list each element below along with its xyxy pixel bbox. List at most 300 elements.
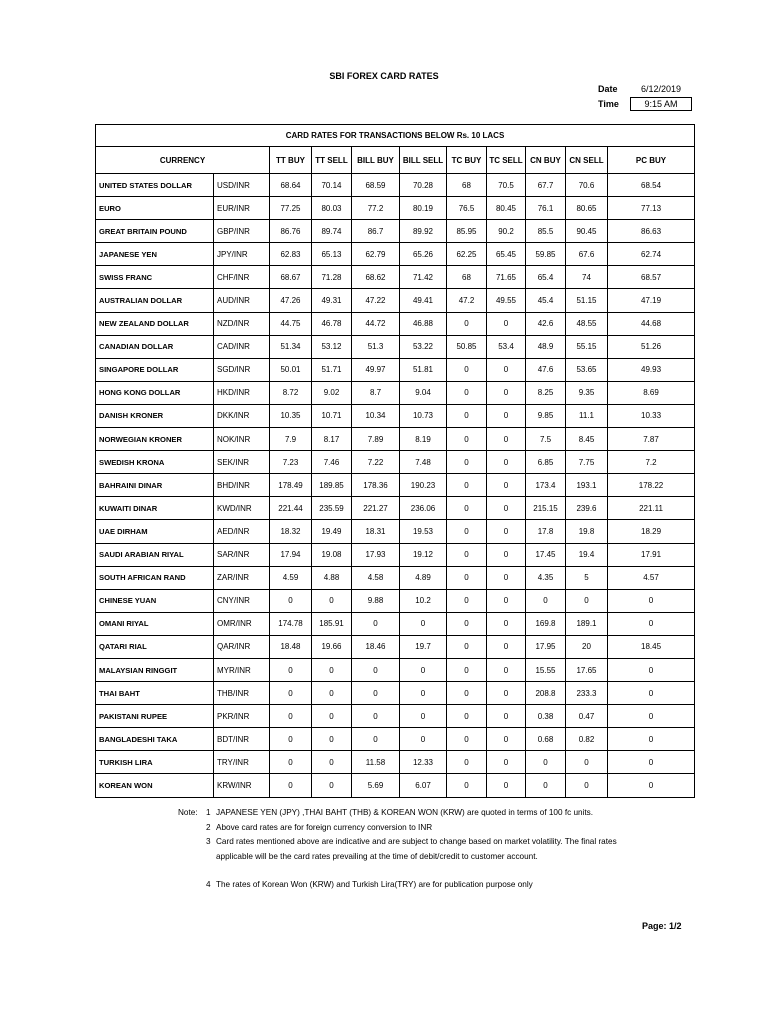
rate-cell: 47.22 xyxy=(352,289,400,312)
rate-cell: 53.22 xyxy=(400,335,447,358)
rate-cell: 0.47 xyxy=(566,705,608,728)
rate-cell: 86.7 xyxy=(352,220,400,243)
rate-cell: 59.85 xyxy=(526,243,566,266)
column-header: CN BUY xyxy=(526,147,566,174)
rate-cell: 0 xyxy=(400,705,447,728)
rate-cell: 76.1 xyxy=(526,197,566,220)
date-value: 6/12/2019 xyxy=(640,84,682,94)
rate-cell: 0 xyxy=(447,589,487,612)
rate-cell: 0 xyxy=(447,774,487,797)
currency-pair: CAD/INR xyxy=(214,335,270,358)
rate-cell: 174.78 xyxy=(270,612,312,635)
table-row xyxy=(96,358,695,381)
rate-cell: 0 xyxy=(270,774,312,797)
date-label: Date xyxy=(598,84,618,94)
rate-cell: 0 xyxy=(487,428,526,451)
note-text: Above card rates are for foreign currency conversion to INR xyxy=(216,823,433,832)
rate-cell: 0 xyxy=(447,728,487,751)
notes-label: Note: xyxy=(178,808,198,817)
rate-cell: 85.95 xyxy=(447,220,487,243)
rate-cell: 0.68 xyxy=(526,728,566,751)
rate-cell: 62.74 xyxy=(608,243,695,266)
rate-cell: 0 xyxy=(270,728,312,751)
currency-name: THAI BAHT xyxy=(96,682,214,705)
table-row xyxy=(96,174,695,197)
rate-cell: 0 xyxy=(487,612,526,635)
rate-cell: 19.8 xyxy=(566,520,608,543)
rate-cell: 49.41 xyxy=(400,289,447,312)
table-body xyxy=(96,174,695,798)
rate-cell: 0 xyxy=(400,682,447,705)
column-header: TC SELL xyxy=(487,147,526,174)
rate-cell: 6.07 xyxy=(400,774,447,797)
rate-cell: 80.19 xyxy=(400,197,447,220)
currency-pair: QAR/INR xyxy=(214,635,270,658)
currency-pair: SEK/INR xyxy=(214,451,270,474)
table-row xyxy=(96,774,695,797)
table-row xyxy=(96,474,695,497)
rate-cell: 0 xyxy=(487,774,526,797)
rate-cell: 51.71 xyxy=(312,358,352,381)
rate-cell: 86.63 xyxy=(608,220,695,243)
rate-cell: 0 xyxy=(487,658,526,681)
note-text: applicable will be the card rates prevailing at the time of debit/credit to customer account. xyxy=(216,852,538,861)
rate-cell: 18.48 xyxy=(270,635,312,658)
rate-cell: 65.45 xyxy=(487,243,526,266)
rate-cell: 68.64 xyxy=(270,174,312,197)
rate-cell: 0 xyxy=(447,428,487,451)
rate-cell: 0 xyxy=(487,404,526,427)
rate-cell: 68 xyxy=(447,174,487,197)
table-row xyxy=(96,566,695,589)
rate-cell: 178.22 xyxy=(608,474,695,497)
rate-cell: 70.6 xyxy=(566,174,608,197)
rate-cell: 0 xyxy=(487,589,526,612)
rate-cell: 70.5 xyxy=(487,174,526,197)
rate-cell: 17.65 xyxy=(566,658,608,681)
rate-cell: 49.93 xyxy=(608,358,695,381)
rate-cell: 90.2 xyxy=(487,220,526,243)
rate-cell: 8.25 xyxy=(526,381,566,404)
rate-cell: 8.69 xyxy=(608,381,695,404)
page-title: SBI FOREX CARD RATES xyxy=(329,71,439,81)
table-row xyxy=(96,266,695,289)
rate-cell: 6.85 xyxy=(526,451,566,474)
table-row xyxy=(96,404,695,427)
rate-cell: 47.19 xyxy=(608,289,695,312)
rates-table xyxy=(95,124,695,798)
rate-cell: 0 xyxy=(608,705,695,728)
rate-cell: 189.1 xyxy=(566,612,608,635)
currency-pair: KRW/INR xyxy=(214,774,270,797)
column-header: TC BUY xyxy=(447,147,487,174)
rate-cell: 236.06 xyxy=(400,497,447,520)
currency-pair: SGD/INR xyxy=(214,358,270,381)
currency-pair: NOK/INR xyxy=(214,428,270,451)
rate-cell: 17.95 xyxy=(526,635,566,658)
table-row xyxy=(96,220,695,243)
rate-cell: 10.73 xyxy=(400,404,447,427)
rate-cell: 221.27 xyxy=(352,497,400,520)
rate-cell: 0 xyxy=(270,589,312,612)
rate-cell: 62.25 xyxy=(447,243,487,266)
currency-name: BAHRAINI DINAR xyxy=(96,474,214,497)
rate-cell: 0 xyxy=(270,751,312,774)
currency-pair: PKR/INR xyxy=(214,705,270,728)
rate-cell: 233.3 xyxy=(566,682,608,705)
rate-cell: 0 xyxy=(352,728,400,751)
rate-cell: 0 xyxy=(566,589,608,612)
note-text: The rates of Korean Won (KRW) and Turkish Lira(TRY) are for publication purpose only xyxy=(216,880,533,889)
rate-cell: 19.7 xyxy=(400,635,447,658)
rate-cell: 0 xyxy=(400,612,447,635)
rate-cell: 7.5 xyxy=(526,428,566,451)
rate-cell: 70.14 xyxy=(312,174,352,197)
rate-cell: 68.59 xyxy=(352,174,400,197)
rate-cell: 47.2 xyxy=(447,289,487,312)
rate-cell: 51.26 xyxy=(608,335,695,358)
rate-cell: 11.58 xyxy=(352,751,400,774)
rate-cell: 20 xyxy=(566,635,608,658)
rate-cell: 178.36 xyxy=(352,474,400,497)
table-row xyxy=(96,682,695,705)
rate-cell: 7.75 xyxy=(566,451,608,474)
rate-cell: 0 xyxy=(447,404,487,427)
currency-pair: JPY/INR xyxy=(214,243,270,266)
rate-cell: 53.12 xyxy=(312,335,352,358)
rate-cell: 44.68 xyxy=(608,312,695,335)
rate-cell: 215.15 xyxy=(526,497,566,520)
rate-cell: 0 xyxy=(312,774,352,797)
rate-cell: 49.97 xyxy=(352,358,400,381)
rate-cell: 0 xyxy=(447,635,487,658)
rate-cell: 10.35 xyxy=(270,404,312,427)
rate-cell: 9.88 xyxy=(352,589,400,612)
rate-cell: 0 xyxy=(447,751,487,774)
rate-cell: 10.2 xyxy=(400,589,447,612)
table-row xyxy=(96,589,695,612)
table-row xyxy=(96,705,695,728)
rate-cell: 65.13 xyxy=(312,243,352,266)
currency-name: UAE DIRHAM xyxy=(96,520,214,543)
rate-cell: 70.28 xyxy=(400,174,447,197)
currency-name: QATARI RIAL xyxy=(96,635,214,658)
currency-name: NEW ZEALAND DOLLAR xyxy=(96,312,214,335)
rate-cell: 17.93 xyxy=(352,543,400,566)
currency-name: UNITED STATES DOLLAR xyxy=(96,174,214,197)
page-number: Page: 1/2 xyxy=(642,921,682,931)
rate-cell: 10.34 xyxy=(352,404,400,427)
rate-cell: 46.78 xyxy=(312,312,352,335)
rate-cell: 80.45 xyxy=(487,197,526,220)
rate-cell: 0 xyxy=(270,705,312,728)
rate-cell: 0 xyxy=(447,658,487,681)
rate-cell: 0 xyxy=(608,658,695,681)
rate-cell: 76.5 xyxy=(447,197,487,220)
currency-name: CHINESE YUAN xyxy=(96,589,214,612)
rate-cell: 80.65 xyxy=(566,197,608,220)
rate-cell: 9.85 xyxy=(526,404,566,427)
rate-cell: 8.19 xyxy=(400,428,447,451)
rate-cell: 71.42 xyxy=(400,266,447,289)
currency-name: SINGAPORE DOLLAR xyxy=(96,358,214,381)
rate-cell: 7.46 xyxy=(312,451,352,474)
column-header: TT SELL xyxy=(312,147,352,174)
table-row xyxy=(96,451,695,474)
currency-pair: TRY/INR xyxy=(214,751,270,774)
table-row xyxy=(96,520,695,543)
table-header-row xyxy=(96,147,695,174)
rate-cell: 77.25 xyxy=(270,197,312,220)
rate-cell: 51.34 xyxy=(270,335,312,358)
rate-cell: 5 xyxy=(566,566,608,589)
rate-cell: 0 xyxy=(447,543,487,566)
rate-cell: 68 xyxy=(447,266,487,289)
rate-cell: 221.44 xyxy=(270,497,312,520)
rate-cell: 53.4 xyxy=(487,335,526,358)
rate-cell: 0.38 xyxy=(526,705,566,728)
rate-cell: 47.26 xyxy=(270,289,312,312)
currency-pair: CNY/INR xyxy=(214,589,270,612)
rate-cell: 0 xyxy=(608,682,695,705)
table-row xyxy=(96,243,695,266)
table-row xyxy=(96,312,695,335)
rate-cell: 62.79 xyxy=(352,243,400,266)
currency-pair: AED/INR xyxy=(214,520,270,543)
rate-cell: 49.55 xyxy=(487,289,526,312)
rate-cell: 4.57 xyxy=(608,566,695,589)
rate-cell: 18.32 xyxy=(270,520,312,543)
rate-cell: 44.75 xyxy=(270,312,312,335)
rate-cell: 0 xyxy=(312,728,352,751)
rate-cell: 71.65 xyxy=(487,266,526,289)
rate-cell: 17.91 xyxy=(608,543,695,566)
rate-cell: 0 xyxy=(608,728,695,751)
rate-cell: 85.5 xyxy=(526,220,566,243)
rate-cell: 0 xyxy=(400,728,447,751)
rate-cell: 0 xyxy=(447,682,487,705)
rate-cell: 0 xyxy=(487,520,526,543)
rate-cell: 0 xyxy=(270,658,312,681)
currency-name: SWEDISH KRONA xyxy=(96,451,214,474)
rate-cell: 9.02 xyxy=(312,381,352,404)
note-number: 3 xyxy=(206,837,211,846)
rate-cell: 77.2 xyxy=(352,197,400,220)
rate-cell: 0 xyxy=(312,751,352,774)
rate-cell: 239.6 xyxy=(566,497,608,520)
currency-pair: NZD/INR xyxy=(214,312,270,335)
currency-name: CANADIAN DOLLAR xyxy=(96,335,214,358)
rate-cell: 178.49 xyxy=(270,474,312,497)
rate-cell: 0 xyxy=(352,682,400,705)
currency-pair: CHF/INR xyxy=(214,266,270,289)
rate-cell: 67.6 xyxy=(566,243,608,266)
rate-cell: 51.3 xyxy=(352,335,400,358)
rate-cell: 10.33 xyxy=(608,404,695,427)
rate-cell: 7.87 xyxy=(608,428,695,451)
currency-pair: MYR/INR xyxy=(214,658,270,681)
table-row xyxy=(96,658,695,681)
currency-pair: ZAR/INR xyxy=(214,566,270,589)
rate-cell: 19.12 xyxy=(400,543,447,566)
rate-cell: 86.76 xyxy=(270,220,312,243)
rate-cell: 65.26 xyxy=(400,243,447,266)
currency-pair: HKD/INR xyxy=(214,381,270,404)
rate-cell: 0 xyxy=(400,658,447,681)
currency-pair: GBP/INR xyxy=(214,220,270,243)
rate-cell: 0 xyxy=(608,774,695,797)
rate-cell: 7.89 xyxy=(352,428,400,451)
rate-cell: 0 xyxy=(526,774,566,797)
rate-cell: 68.54 xyxy=(608,174,695,197)
currency-name: GREAT BRITAIN POUND xyxy=(96,220,214,243)
rate-cell: 0 xyxy=(487,312,526,335)
rate-cell: 0 xyxy=(447,381,487,404)
rate-cell: 42.6 xyxy=(526,312,566,335)
rate-cell: 19.66 xyxy=(312,635,352,658)
currency-name: JAPANESE YEN xyxy=(96,243,214,266)
rate-cell: 51.15 xyxy=(566,289,608,312)
column-header: CURRENCY xyxy=(96,147,270,174)
rate-cell: 0 xyxy=(487,705,526,728)
rate-cell: 18.46 xyxy=(352,635,400,658)
note-text: Card rates mentioned above are indicative and are subject to change based on market volatility. The final rates xyxy=(216,837,617,846)
rate-cell: 0 xyxy=(270,682,312,705)
rate-cell: 8.45 xyxy=(566,428,608,451)
rate-cell: 17.8 xyxy=(526,520,566,543)
rate-cell: 67.7 xyxy=(526,174,566,197)
column-header: BILL SELL xyxy=(400,147,447,174)
currency-pair: EUR/INR xyxy=(214,197,270,220)
rate-cell: 7.2 xyxy=(608,451,695,474)
rate-cell: 0 xyxy=(526,751,566,774)
rate-cell: 71.28 xyxy=(312,266,352,289)
rate-cell: 0 xyxy=(487,751,526,774)
currency-name: KUWAITI DINAR xyxy=(96,497,214,520)
currency-pair: BDT/INR xyxy=(214,728,270,751)
table-caption: CARD RATES FOR TRANSACTIONS BELOW Rs. 10 LACS xyxy=(96,125,695,147)
rate-cell: 68.62 xyxy=(352,266,400,289)
currency-pair: BHD/INR xyxy=(214,474,270,497)
rate-cell: 19.49 xyxy=(312,520,352,543)
rate-cell: 0 xyxy=(312,705,352,728)
column-header: PC BUY xyxy=(608,147,695,174)
rate-cell: 0 xyxy=(487,543,526,566)
rate-cell: 9.04 xyxy=(400,381,447,404)
rate-cell: 0 xyxy=(566,774,608,797)
rate-cell: 0 xyxy=(447,474,487,497)
rate-cell: 0 xyxy=(447,497,487,520)
rate-cell: 0 xyxy=(487,358,526,381)
rate-cell: 0 xyxy=(312,682,352,705)
rate-cell: 0 xyxy=(352,705,400,728)
rate-cell: 0 xyxy=(352,658,400,681)
rate-cell: 68.57 xyxy=(608,266,695,289)
rate-cell: 0 xyxy=(487,474,526,497)
currency-pair: OMR/INR xyxy=(214,612,270,635)
rate-cell: 173.4 xyxy=(526,474,566,497)
rate-cell: 0 xyxy=(447,705,487,728)
rate-cell: 62.83 xyxy=(270,243,312,266)
rate-cell: 193.1 xyxy=(566,474,608,497)
rate-cell: 55.15 xyxy=(566,335,608,358)
rate-cell: 0 xyxy=(447,312,487,335)
table-row xyxy=(96,751,695,774)
rate-cell: 8.17 xyxy=(312,428,352,451)
currency-name: SOUTH AFRICAN RAND xyxy=(96,566,214,589)
rate-cell: 53.65 xyxy=(566,358,608,381)
rate-cell: 77.13 xyxy=(608,197,695,220)
rate-cell: 221.11 xyxy=(608,497,695,520)
rate-cell: 15.55 xyxy=(526,658,566,681)
rate-cell: 51.81 xyxy=(400,358,447,381)
table-row xyxy=(96,612,695,635)
rate-cell: 0 xyxy=(608,751,695,774)
column-header: CN SELL xyxy=(566,147,608,174)
rate-cell: 18.29 xyxy=(608,520,695,543)
rate-cell: 46.88 xyxy=(400,312,447,335)
rate-cell: 0 xyxy=(447,520,487,543)
currency-name: OMANI RIYAL xyxy=(96,612,214,635)
currency-pair: DKK/INR xyxy=(214,404,270,427)
currency-name: HONG KONG DOLLAR xyxy=(96,381,214,404)
rate-cell: 48.9 xyxy=(526,335,566,358)
currency-name: MALAYSIAN RINGGIT xyxy=(96,658,214,681)
rate-cell: 0 xyxy=(608,612,695,635)
table-row xyxy=(96,497,695,520)
rate-cell: 49.31 xyxy=(312,289,352,312)
rate-cell: 0 xyxy=(487,682,526,705)
rate-cell: 89.92 xyxy=(400,220,447,243)
rate-cell: 12.33 xyxy=(400,751,447,774)
rate-cell: 11.1 xyxy=(566,404,608,427)
rate-cell: 0 xyxy=(312,658,352,681)
rate-cell: 65.4 xyxy=(526,266,566,289)
rate-cell: 169.8 xyxy=(526,612,566,635)
rate-cell: 189.85 xyxy=(312,474,352,497)
rate-cell: 0 xyxy=(526,589,566,612)
time-value: 9:15 AM xyxy=(630,97,692,111)
time-label: Time xyxy=(598,99,619,109)
currency-pair: USD/INR xyxy=(214,174,270,197)
rate-cell: 185.91 xyxy=(312,612,352,635)
rate-cell: 0 xyxy=(447,358,487,381)
rate-cell: 19.08 xyxy=(312,543,352,566)
rate-cell: 8.7 xyxy=(352,381,400,404)
rate-cell: 74 xyxy=(566,266,608,289)
rate-cell: 50.01 xyxy=(270,358,312,381)
table-row xyxy=(96,289,695,312)
rate-cell: 0 xyxy=(608,589,695,612)
rate-cell: 48.55 xyxy=(566,312,608,335)
rate-cell: 0 xyxy=(566,751,608,774)
table-row xyxy=(96,635,695,658)
rate-cell: 4.58 xyxy=(352,566,400,589)
currency-name: NORWEGIAN KRONER xyxy=(96,428,214,451)
rate-cell: 7.23 xyxy=(270,451,312,474)
rate-cell: 44.72 xyxy=(352,312,400,335)
rate-cell: 10.71 xyxy=(312,404,352,427)
rate-cell: 19.4 xyxy=(566,543,608,566)
rate-cell: 0 xyxy=(487,728,526,751)
currency-name: DANISH KRONER xyxy=(96,404,214,427)
rate-cell: 4.88 xyxy=(312,566,352,589)
currency-name: AUSTRALIAN DOLLAR xyxy=(96,289,214,312)
rate-cell: 19.53 xyxy=(400,520,447,543)
rate-cell: 17.45 xyxy=(526,543,566,566)
rate-cell: 80.03 xyxy=(312,197,352,220)
table-row xyxy=(96,197,695,220)
